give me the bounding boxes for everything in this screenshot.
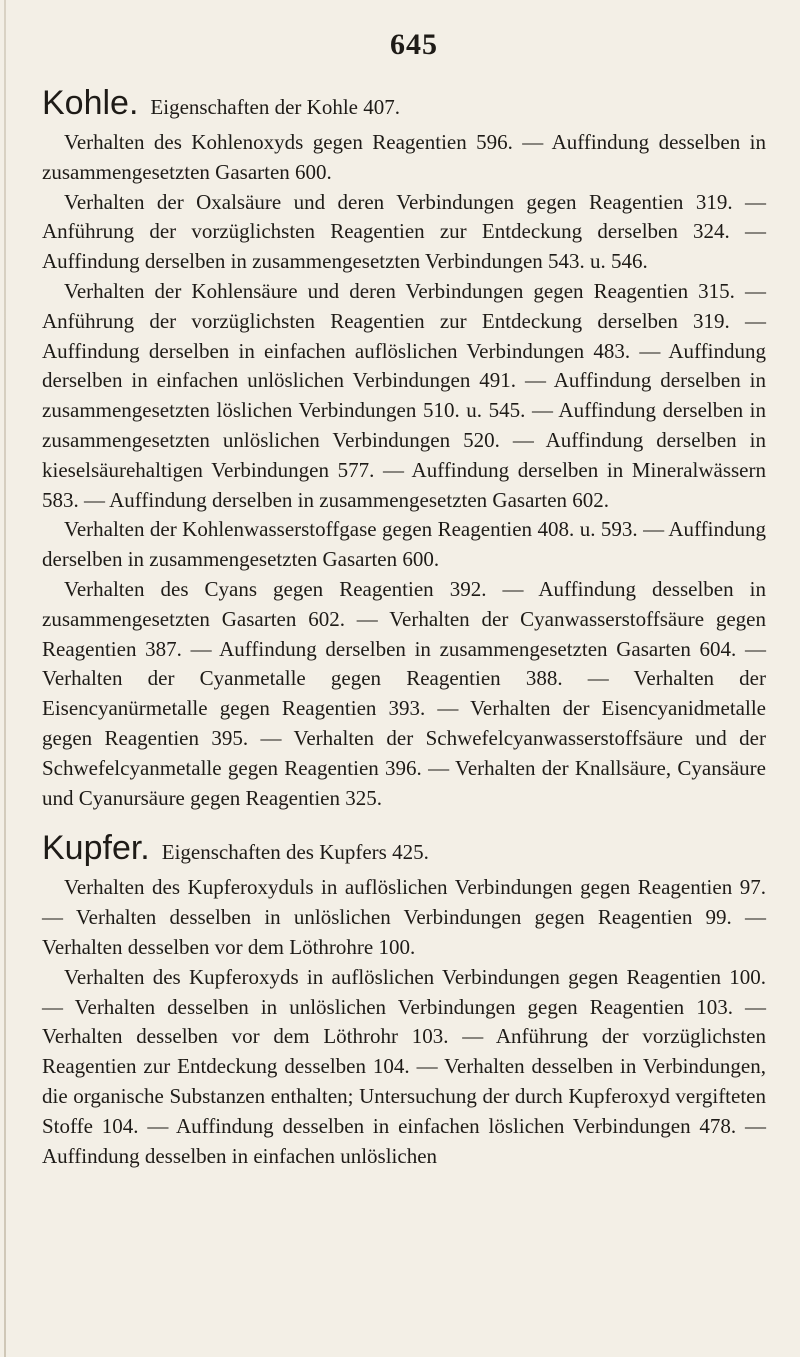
paragraph: Verhalten der Kohlenwasserstoffgase gegen Reagentien 408. u. 593. — Auffindung derselben in zusammengesetzten Gasarten 600. [42, 517, 766, 572]
entry-kupfer [42, 827, 766, 1171]
heading-text: Eigenschaften des Kupfers 425. [161, 840, 429, 865]
headword: Kupfer. [42, 829, 150, 868]
page-edge [4, 0, 6, 1357]
heading-text: Eigenschaften der Kohle 407. [150, 95, 400, 119]
entry-heading [42, 82, 766, 128]
page-number: 645 [390, 28, 438, 61]
entry-kohle [42, 82, 766, 813]
paragraph: Verhalten des Kohlenoxyds gegen Reagentien 596. — Auffindung desselben in zusammengesetzten Gasarten 600. [42, 130, 766, 184]
paragraph: Verhalten des Kupferoxyduls in auflöslichen Verbindungen gegen Reagentien 97. — Verhalten desselben in unlöslichen Verbindungen gegen Reagentien 99. — Verhalten desselben vor dem Löthrohre 100. [42, 875, 766, 959]
paragraph: Verhalten der Kohlensäure und deren Verbindungen gegen Reagentien 315. — Anführung der vorzüglichsten Reagentien zur Entdeckung derselben 319. — Auffindung derselben in einfachen auflöslichen Verbindungen 483. — Auffindung derselben in einfachen unlöslichen Verbindungen 491. — Auffindung derselben in zusammengesetzten löslichen Verbindungen 510. u. 545. — Auffindung derselben in zusammengesetzten unlöslichen Verbindungen 520. — Auffindung derselben in kieselsäurehaltigen Verbindungen 577. — Auffindung derselben in Mineralwässern 583. — Auffindung derselben in zusammengesetzten Gasarten 602. [42, 278, 766, 512]
headword: Kohle. [42, 84, 139, 122]
paragraph: Verhalten des Cyans gegen Reagentien 392. — Auffindung desselben in zusammengesetzten Gasarten 602. — Verhalten der Cyanwasserstoffsäure gegen Reagentien 387. — Auffindung derselben in zusammengesetzten Gasarten 604. — Verhalten der Cyanmetalle gegen Reagentien 388. — Verhalten der Eisencyanürmetalle gegen Reagentien 393. — Verhalten der Eisencyanidmetalle gegen Reagentien 395. — Verhalten der Schwefelcyanwasserstoffsäure und der Schwefelcyanmetalle gegen Reagentien 396. — Verhalten der Knallsäure, Cyansäure und Cyanursäure gegen Reagentien 325. [42, 576, 766, 810]
paragraph: Verhalten der Oxalsäure und deren Verbindungen gegen Reagentien 319. — Anführung der vorzüglichsten Reagentien zur Entdeckung derselben 324. — Auffindung derselben in zusammengesetzten Verbindungen 543. u. 546. [42, 189, 766, 274]
entry-heading [42, 827, 766, 873]
paragraph: Verhalten des Kupferoxyds in auflöslichen Verbindungen gegen Reagentien 100. — Verhalten desselben in unlöslichen Verbindungen gegen Reagentien 103. — Verhalten desselben vor dem Löthrohr 103. — Anführung der vorzüglichsten Reagentien zur Entdeckung desselben 104. — Verhalten desselben in Verbindungen, die organische Substanzen enthalten; Untersuchung der durch Kupferoxyd vergifteten Stoffe 104. — Auffindung desselben in einfachen löslichen Verbindungen 478. — Auffindung desselben in einfachen unlöslichen [42, 964, 766, 1168]
